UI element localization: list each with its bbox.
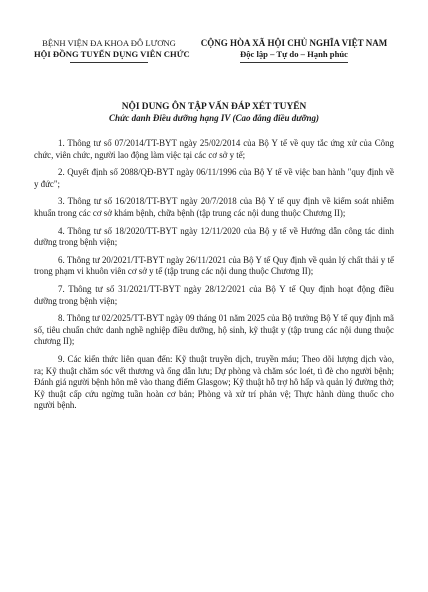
document-title: NỘI DUNG ÔN TẬP VẤN ĐÁP XÉT TUYỂN (121, 102, 307, 112)
document-header (34, 38, 394, 63)
list-item: 4. Thông tư số 18/2020/TT-BYT ngày 12/11/2020 của Bộ y tế về Hướng dẫn công tác dinh dưỡng trong bệnh viện; (34, 225, 394, 248)
list-item: 2. Quyết định số 2088/QĐ-BYT ngày 06/11/1996 của Bộ Y tế về việc ban hành "quy định về y đức"; (34, 167, 394, 189)
list-item: 8. Thông tư 02/2025/TT-BYT ngày 09 tháng 01 năm 2025 của Bộ trưởng Bộ Y tế quy định mã số, tiêu chuẩn chức danh nghề nghiệp điều dưỡng, hộ sinh, kỹ thuật y (tập trung các nội dung thuộc chương II); (34, 313, 394, 347)
country-name: CỘNG HÒA XÃ HỘI CHỦ NGHĨA VIỆT NAM (200, 38, 388, 48)
motto: Độc lập – Tự do – Hạnh phúc (240, 49, 348, 59)
list-item: 3. Thông tư số 16/2018/TT-BYT ngày 20/7/2018 của Bộ Y tế quy định về kiểm soát nhiễm khuẩn trong các cơ sở khám bệnh, chữa bệnh (tập trung các nội dung thuộc Chương II); (34, 196, 394, 218)
list-item: 7. Thông tư số 31/2021/TT-BYT ngày 28/12/2021 của Bộ Y tế Quy định hoạt động điều dưỡng trong bệnh viện; (34, 283, 394, 306)
list-item: 9. Các kiến thức liên quan đến: Kỹ thuật truyền dịch, truyền máu; Theo dõi lượng dịch vào, ra; Kỹ thuật chăm sóc vết thương và ống dẫn lưu; Dự phòng và chăm sóc loét, tì đè cho người bệnh; Đánh giá người bệnh hôn mê vào thang điểm Glasgow; Kỹ thuật hỗ trợ hô hấp và quản lý đường thở; Kỹ thuật cấp cứu ngừng tuần hoàn cơ bản; Phòng và xử trí phản vệ; Thực hành dùng thuốc cho người bệnh. (34, 353, 394, 411)
organization-block (34, 38, 190, 63)
content-list (34, 138, 394, 412)
council-name: HỘI ĐỒNG TUYỂN DỤNG VIÊN CHỨC (34, 49, 190, 59)
document-subtitle: Chức danh Điều dưỡng hạng IV (Cao đẳng điều dưỡng) (109, 113, 319, 123)
national-motto-block (194, 38, 394, 63)
list-item: 1. Thông tư số 07/2014/TT-BYT ngày 25/02/2014 của Bộ Y tế về quy tắc ứng xử của Công chức, viên chức, người lao động làm việc tại các cơ sở y tế; (34, 138, 394, 160)
list-item: 6. Thông tư 20/2021/TT-BYT ngày 26/11/2021 của Bộ Y tế Quy định về quản lý chất thải y tế trong phạm vi khuôn viên cơ sở y tế (tập trung các nội dung thuộc Chương II); (34, 254, 394, 277)
org-underline (70, 62, 148, 63)
title-block (34, 101, 394, 124)
hospital-name: BỆNH VIỆN ĐA KHOA ĐÔ LƯƠNG (42, 38, 176, 48)
motto-underline (240, 62, 348, 63)
